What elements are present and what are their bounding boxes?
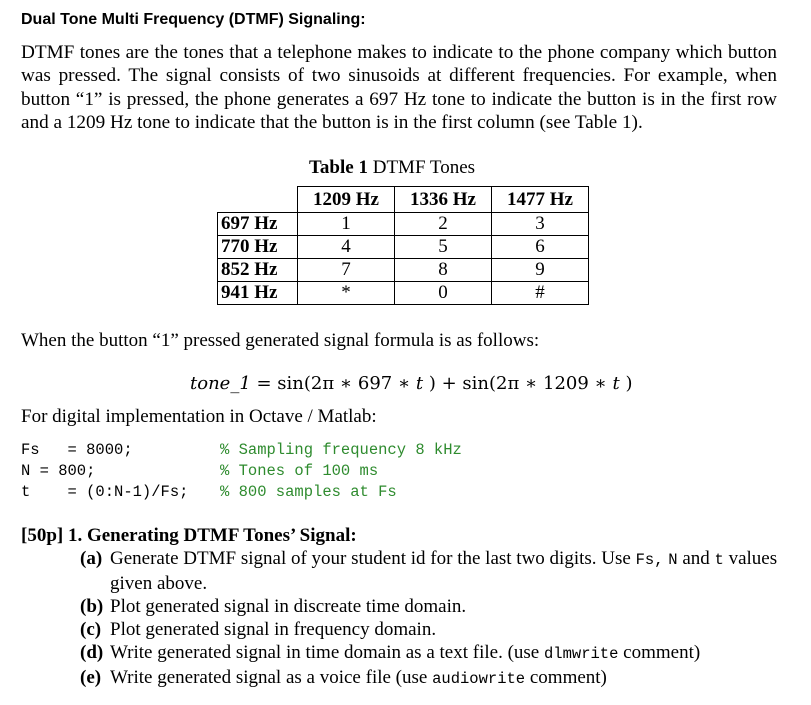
task-text: and xyxy=(677,548,715,569)
implementation-intro: For digital implementation in Octave / Matlab: xyxy=(21,406,377,427)
inline-code: t xyxy=(714,551,724,569)
task-text: Write generated signal as a voice file (use xyxy=(110,667,433,688)
task-label: (e) xyxy=(80,667,102,688)
task-item-e xyxy=(80,666,790,691)
task-text: Generate DTMF signal of your student id for the last two digits. Use xyxy=(110,548,636,569)
section-title: [50p] 1. Generating DTMF Tones’ Signal: xyxy=(21,525,357,546)
formula-lhs: tone_1 xyxy=(190,373,251,394)
table-header-row xyxy=(218,187,589,213)
formula-t1: t xyxy=(415,373,424,394)
tone-formula xyxy=(190,373,632,394)
task-text: Plot generated signal in frequency domain. xyxy=(110,619,437,640)
table-cell: 8 xyxy=(395,259,492,282)
code-line xyxy=(21,482,541,503)
table-cell: 1 xyxy=(298,213,395,236)
task-label: (a) xyxy=(80,548,103,569)
table-row xyxy=(218,259,589,282)
task-text: comment) xyxy=(525,667,607,688)
task-item-d xyxy=(80,641,790,666)
table-cell: 4 xyxy=(298,236,395,259)
task-item-b xyxy=(80,595,790,618)
table-row xyxy=(218,213,589,236)
table-caption-text: DTMF Tones xyxy=(367,157,476,178)
table-cell: # xyxy=(492,282,589,305)
code-line xyxy=(21,461,541,482)
row-header-852: 852 Hz xyxy=(218,259,298,282)
task-text: Write generated signal in time domain as a text file. (use xyxy=(110,642,544,663)
table-cell: * xyxy=(298,282,395,305)
inline-code: dlmwrite xyxy=(543,645,619,663)
code-command: N = 800; xyxy=(21,462,96,480)
inline-code: N xyxy=(668,551,678,569)
table-cell: 0 xyxy=(395,282,492,305)
task-text: comment) xyxy=(618,642,701,663)
col-header-1477: 1477 Hz xyxy=(492,187,589,213)
inline-code: Fs, xyxy=(635,551,664,569)
code-comment: % 800 samples at Fs xyxy=(220,483,397,501)
table-cell: 5 xyxy=(395,236,492,259)
col-header-1209: 1209 Hz xyxy=(298,187,395,213)
code-command: t = (0:N-1)/Fs; xyxy=(21,483,189,501)
code-block xyxy=(21,440,541,503)
formula-rhs-b: ) + sin(2π ∗ 1209 ∗ xyxy=(423,373,613,394)
code-line xyxy=(21,440,541,461)
task-text: Plot generated signal in discreate time domain. xyxy=(110,596,467,617)
code-comment: % Tones of 100 ms xyxy=(220,462,379,480)
intro-paragraph: DTMF tones are the tones that a telephone makes to indicate to the phone company which button was pressed. The signal consists of two sinusoids at different frequencies. For example, when button “1” is pressed, the phone generates a 697 Hz tone to indicate the button is in the first row and a 1209 Hz tone to indicate that the button is in the first column (see Table 1). xyxy=(21,42,777,134)
table-row xyxy=(218,282,589,305)
table-cell: 9 xyxy=(492,259,589,282)
table-row xyxy=(218,236,589,259)
dtmf-table xyxy=(217,186,589,305)
formula-rhs-a: = sin(2π ∗ 697 ∗ xyxy=(250,373,416,394)
table-caption-number: Table 1 xyxy=(309,157,368,178)
task-label: (d) xyxy=(80,642,104,663)
table-cell: 6 xyxy=(492,236,589,259)
col-header-1336: 1336 Hz xyxy=(395,187,492,213)
code-command: Fs = 8000; xyxy=(21,441,133,459)
table-cell: 2 xyxy=(395,213,492,236)
table-caption xyxy=(309,157,475,179)
task-item-c xyxy=(80,618,790,641)
code-comment: % Sampling frequency 8 kHz xyxy=(220,441,462,459)
formula-intro: When the button “1” pressed generated signal formula is as follows: xyxy=(21,330,540,351)
formula-t2: t xyxy=(612,373,620,394)
task-list xyxy=(80,547,790,691)
task-item-a xyxy=(80,547,790,595)
row-header-770: 770 Hz xyxy=(218,236,298,259)
task-label: (b) xyxy=(80,596,104,617)
inline-code: audiowrite xyxy=(432,670,526,688)
row-header-941: 941 Hz xyxy=(218,282,298,305)
task-text: values given above. xyxy=(110,548,778,594)
page-heading: Dual Tone Multi Frequency (DTMF) Signaling: xyxy=(21,11,366,28)
table-corner xyxy=(218,187,298,213)
table-cell: 7 xyxy=(298,259,395,282)
row-header-697: 697 Hz xyxy=(218,213,298,236)
task-label: (c) xyxy=(80,619,102,640)
table-cell: 3 xyxy=(492,213,589,236)
formula-rhs-c: ) xyxy=(619,373,633,394)
